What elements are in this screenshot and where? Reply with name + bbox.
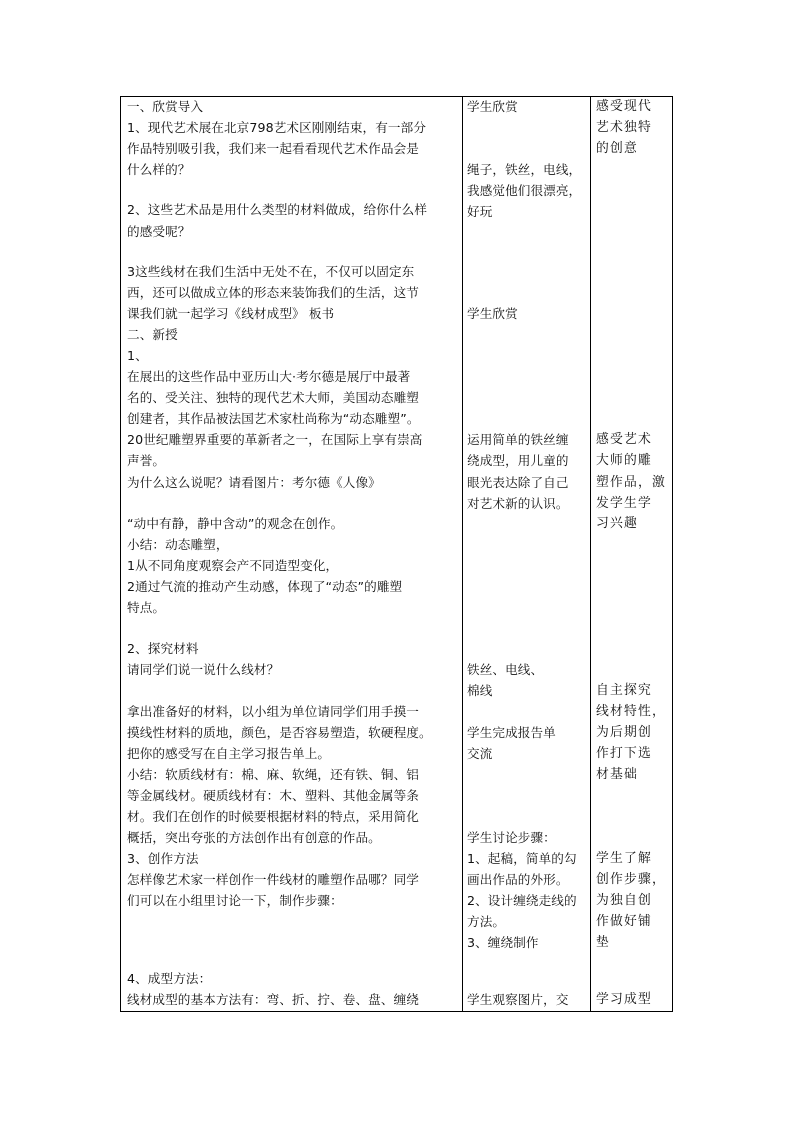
- col1-text-line: 2、这些艺术品是用什么类型的材料做成，给你什么样: [127, 202, 428, 217]
- col3-text-line: 感受现代: [596, 99, 652, 114]
- col2-text-line: 画出作品的外形。: [467, 872, 569, 887]
- col1-text-line: 声誉。: [127, 453, 166, 468]
- col2-text-line: 棉线: [467, 683, 493, 698]
- col3-text-line: 材基础: [596, 767, 638, 782]
- col1-text-line: 小结：软质线材有：棉、麻、软绳，还有铁、铜、铝: [127, 767, 419, 782]
- col3-text-line: 的创意: [596, 141, 638, 156]
- col2-text-line: 学生完成报告单: [467, 725, 556, 740]
- col1-text-line: 西，还可以做成立体的形态来装饰我们的生活，这节: [127, 285, 419, 300]
- design-intent-cell: [591, 97, 673, 1012]
- col1-text-line: 为什么这么说呢？请看图片：考尔德《人像》: [127, 475, 381, 490]
- col2-text-line: 学生讨论步骤：: [467, 830, 556, 845]
- col3-text-line: 发学生学: [596, 496, 652, 511]
- col1-text-line: 名的、受关注、独特的现代艺术大师，美国动态雕塑: [127, 390, 419, 405]
- col2-text-line: 2、设计缠绕走线的: [467, 893, 577, 908]
- col3-text-line: 习兴趣: [596, 516, 638, 531]
- col3-text-line: 作打下选: [596, 746, 652, 761]
- col1-text-line: 的感受呢？: [127, 224, 191, 239]
- student-activity-cell: [463, 97, 591, 1012]
- col2-text-line: 学生观察图片，交: [467, 992, 569, 1007]
- col3-text-line: 为后期创: [596, 725, 652, 740]
- col1-text-line: 1、: [127, 348, 148, 363]
- col1-text-line: 把你的感受写在自主学习报告单上。: [127, 746, 331, 761]
- teaching-process-cell: [121, 97, 463, 1012]
- col1-text-line: 一、欣赏导入: [127, 99, 204, 114]
- col1-text-line: 小结：动态雕塑，: [127, 537, 229, 552]
- col1-text-line: “动中有静，静中含动”的观念在创作。: [127, 516, 344, 531]
- table-row: [121, 97, 673, 1012]
- col2-text-line: 我感觉他们很漂亮，: [467, 183, 582, 198]
- col1-text-line: 概括，突出夸张的方法创作出有创意的作品。: [127, 830, 381, 845]
- col1-text-line: 拿出准备好的材料，以小组为单位请同学们用手摸一: [127, 704, 419, 719]
- col2-text-line: 绕成型，用儿童的: [467, 453, 569, 468]
- col2-text-line: 方法。: [467, 914, 506, 929]
- col1-text-line: 等金属线材。硬质线材有：木、塑料、其他金属等条: [127, 788, 419, 803]
- col2-text-line: 学生欣赏: [467, 306, 518, 321]
- col1-text-line: 们可以在小组里讨论一下，制作步骤：: [127, 893, 343, 908]
- col3-text-line: 作做好铺: [596, 914, 652, 929]
- col3-text-line: 感受艺术: [596, 432, 652, 447]
- col1-text-line: 3这些线材在我们生活中无处不在，不仅可以固定东: [127, 264, 415, 279]
- col3-text-line: 学习成型: [596, 992, 652, 1007]
- lesson-plan-table: [120, 96, 673, 1012]
- col2-text-line: 对艺术新的认识。: [467, 496, 569, 511]
- col3-text-line: 垫: [596, 935, 610, 950]
- col2-text-line: 好玩: [467, 204, 493, 219]
- col3-text-line: 大师的雕: [596, 453, 652, 468]
- col1-text-line: 请同学们说一说什么线材？: [127, 662, 280, 677]
- col2-text-line: 眼光表达除了自己: [467, 475, 569, 490]
- col2-text-line: 运用简单的铁丝缠: [467, 432, 569, 447]
- col1-text-line: 4、成型方法：: [127, 971, 212, 986]
- col1-text-line: 材。我们在创作的时候要根据材料的特点，采用简化: [127, 809, 419, 824]
- col1-text-line: 特点。: [127, 600, 166, 615]
- col3-text-line: 学生了解: [596, 851, 652, 866]
- col1-text-line: 课我们就一起学习《线材成型》 板书: [127, 306, 335, 321]
- col3-text-line: 塑作品，激: [596, 475, 666, 490]
- col2-text-line: 铁丝、电线、: [467, 662, 544, 677]
- col1-text-line: 什么样的？: [127, 162, 191, 177]
- col1-text-line: 怎样像艺术家一样创作一件线材的雕塑作品哪？同学: [127, 872, 419, 887]
- col1-text-line: 创建者，其作品被法国艺术家杜尚称为“动态雕塑”。: [127, 411, 420, 426]
- col1-text-line: 作品特别吸引我，我们来一起看看现代艺术作品会是: [127, 141, 419, 156]
- col3-text-line: 创作步骤，: [596, 872, 666, 887]
- col3-text-line: 为独自创: [596, 893, 652, 908]
- col3-text-line: 线材特性，: [596, 704, 666, 719]
- col3-text-line: 艺术独特: [596, 120, 652, 135]
- col2-text-line: 交流: [467, 746, 493, 761]
- col3-text-line: 自主探究: [596, 683, 652, 698]
- col1-text-line: 2、探究材料: [127, 641, 199, 656]
- col1-text-line: 1、现代艺术展在北京798艺术区刚刚结束，有一部分: [127, 120, 427, 135]
- col1-text-line: 2通过气流的推动产生动感，体现了“动态”的雕塑: [127, 579, 403, 594]
- col1-text-line: 线材成型的基本方法有：弯、折、拧、卷、盘、缠绕: [127, 992, 419, 1007]
- col1-text-line: 1从不同角度观察会产不同造型变化，: [127, 558, 339, 573]
- col1-text-line: 摸线性材料的质地，颜色，是否容易塑造，软硬程度。: [127, 725, 432, 740]
- col1-text-line: 二、新授: [127, 327, 178, 342]
- col1-text-line: 在展出的这些作品中亚历山大·考尔德是展厅中最著: [127, 369, 411, 384]
- col1-text-line: 20世纪雕塑界重要的革新者之一，在国际上享有崇高: [127, 432, 423, 447]
- col2-text-line: 3、缠绕制作: [467, 935, 539, 950]
- col1-text-line: 3、创作方法: [127, 851, 199, 866]
- col2-text-line: 1、起稿，简单的勾: [467, 851, 577, 866]
- col2-text-line: 学生欣赏: [467, 99, 518, 114]
- col2-text-line: 绳子，铁丝，电线，: [467, 162, 582, 177]
